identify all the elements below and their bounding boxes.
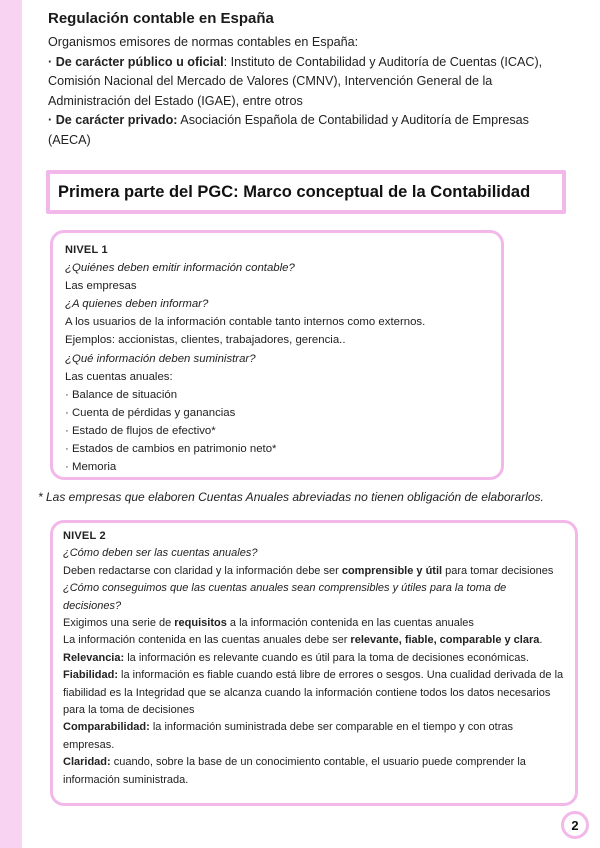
relevance-label: Relevancia: [63,651,125,664]
answer-3-post: . [539,634,543,647]
answer-3-pre: La información contenida en las cuentas anuales debe ser [63,634,351,647]
answer-3-bold: relevante, fiable, comparable y clara [350,634,540,647]
question-line: ¿Qué información deben suministrar? [65,352,256,365]
page-number: 2 [561,811,589,839]
text-line: · Cuenta de pérdidas y ganancias [65,406,236,419]
answer-1-post: para tomar decisiones [442,564,554,577]
public-text: : Instituto de Contabilidad y Auditoría de Cuentas (ICAC), [223,54,543,69]
text-line: Las cuentas anuales: [65,370,173,383]
public-bodies-text [48,53,578,73]
question-2: ¿Cómo conseguimos que las cuentas anuales sean comprensibles y útiles para la toma de decisiones? [63,582,507,612]
level-1-lines [65,259,489,476]
section-title: Primera parte del PGC: Marco conceptual de la Contabilidad [58,182,531,201]
text-line: · Memoria [65,461,117,474]
text-line: · Balance de situación [65,388,178,401]
comparability-text: la información suministrada debe ser comparable en el tiempo y con otras empresas. [63,721,513,751]
comparability-label: Comparabilidad: [63,721,150,734]
public-text-line2: Comisión Nacional del Mercado de Valores (CMNV), Intervención General de la [48,74,493,88]
text-line: A los usuarios de la información contable tanto internos como externos. [65,316,426,329]
reliability-label: Fiabilidad: [63,669,118,682]
answer-3 [63,632,565,649]
text-line: · Estados de cambios en patrimonio neto* [65,443,277,456]
relevance-definition [63,650,565,667]
footnote: * Las empresas que elaboren Cuentas Anuales abreviadas no tienen obligación de elaborarlos. [38,490,544,504]
answer-1-bold: comprensible y útil [341,564,443,577]
question-line: ¿Quiénes deben emitir información contable? [65,262,295,275]
page-title: Regulación contable en España [48,10,274,27]
level-1-heading: NIVEL 1 [65,244,108,256]
answer-2 [63,615,565,632]
private-label: · De carácter privado: [48,113,178,127]
comparability-definition [63,719,565,754]
answer-2-bold: requisitos [174,617,227,630]
answer-1 [63,563,565,580]
clarity-label: Claridad: [63,756,111,769]
private-bodies-text [48,111,578,131]
reliability-text: la información es fiable cuando está libre de errores o sesgos. Una cualidad derivada de la fiabilidad es la Integridad que se alcanza cuando la información contiene todos los datos necesarios para la toma de decisiones [63,669,564,717]
text-line: Ejemplos: accionistas, clientes, trabajadores, gerencia.. [65,334,346,347]
clarity-definition [63,754,565,789]
public-text-line3: Administración del Estado (IGAE), entre otros [48,93,303,108]
relevance-text: la información es relevante cuando es útil para la toma de decisiones económicas. [124,651,529,664]
regulation-block [48,10,578,150]
section-title-box [46,170,566,214]
answer-2-pre: Exigimos una serie de [63,617,175,630]
reliability-definition [63,667,565,719]
question-1: ¿Cómo deben ser las cuentas anuales? [63,547,258,560]
text-line: Las empresas [65,280,137,293]
answer-1-pre: Deben redactarse con claridad y la información debe ser [63,564,342,577]
intro-text: Organismos emisores de normas contables en España: [48,35,359,49]
question-line: ¿A quienes deben informar? [65,298,209,311]
public-label: · De carácter público u oficial [48,54,224,69]
private-text-line2: (AECA) [48,132,91,147]
answer-2-post: a la información contenida en las cuentas anuales [226,617,474,630]
level-2-heading: NIVEL 2 [63,530,106,542]
clarity-text: cuando, sobre la base de un conocimiento contable, el usuario puede comprender la información suministrada. [63,756,526,786]
private-text: Asociación Española de Contabilidad y Auditoría de Empresas [177,113,529,127]
left-decorative-stripe [0,0,22,848]
level-2-card [50,520,578,806]
text-line: · Estado de flujos de efectivo* [65,424,216,437]
level-1-card [50,230,504,480]
